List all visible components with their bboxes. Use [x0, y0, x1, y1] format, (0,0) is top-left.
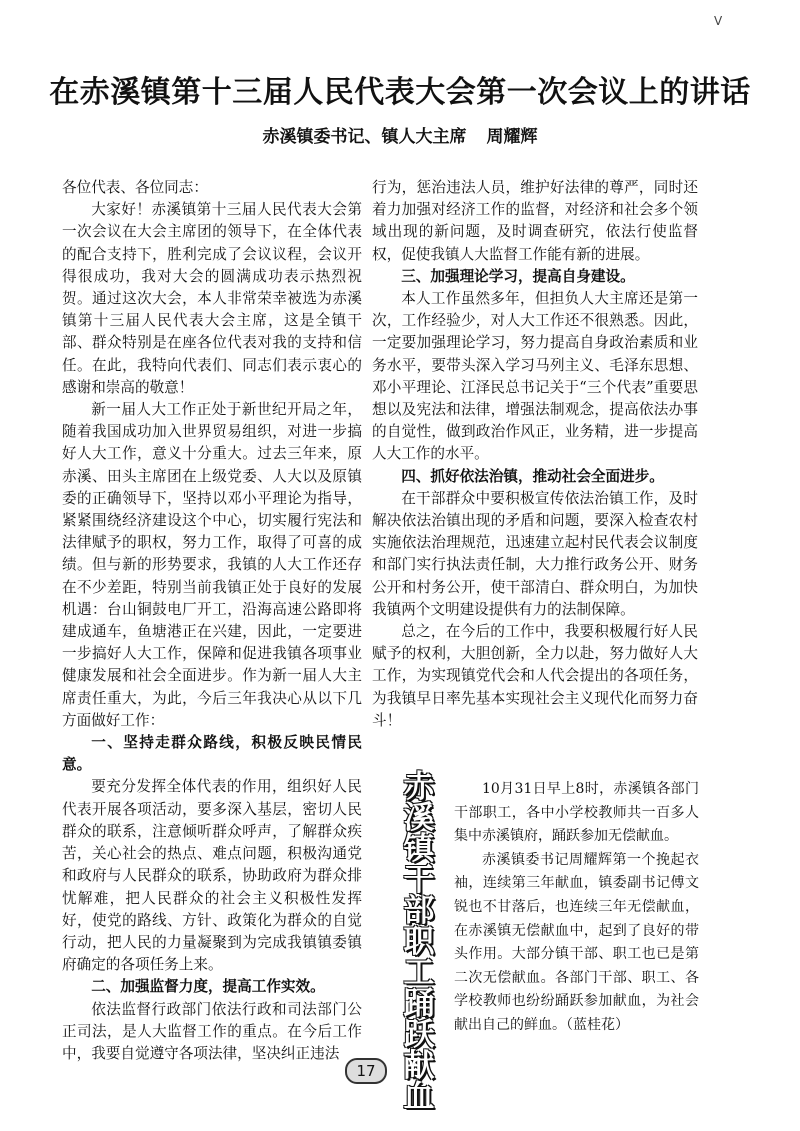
paragraph: 本人工作虽然多年，但担负人大主席还是第一次，工作经验少，对人大工作还不很熟悉。因此，一定要加强理论学习，努力提高自身政治素质和业务水平，要带头深入学习马列主义、毛泽东思想、邓小平理论、江泽民总书记关于“三个代表”重要思想以及宪法和法律，增强法制观念，提高依法办事的自觉性，做到政治作风正，业务精，进一步提高人大工作的水平。	[372, 290, 698, 463]
section-heading: 三、加强理论学习，提高自身建设。	[401, 267, 635, 285]
title-char: 职	[403, 924, 435, 960]
title-char: 工	[403, 955, 435, 991]
paragraph: 在干部群众中要积极宣传依法治镇工作，及时解决依法治镇出现的矛盾和问题，要深入检查农村实施依法治理规范，迅速建立起村民代表会议制度和部门实行执法责任制，大力推行政务公开、财务公开和村务公开，使干部清白、群众明白，为加快我镇两个文明建设提供有力的法制保障。	[372, 489, 698, 618]
paragraph: 要充分发挥全体代表的作用，组织好人民代表开展各项活动，要多深入基层，密切人民群众的联系，注意倾听群众呼声，了解群众疾苦，关心社会的热点、难点问题，积极沟通党和政府与人民群众的联系，协助政府为群众排忧解难，把人民群众的社会主义积极性发挥好，使党的路线、方针、政策化为群众的自觉行动，把人民的力量凝聚到为完成我镇镇委镇府确定的各项任务上来。	[62, 778, 362, 974]
article-title: 在赤溪镇第十三届人民代表大会第一次会议上的讲话	[49, 75, 751, 110]
section-heading: 二、加强监督力度，提高工作实效。	[91, 978, 325, 996]
byline	[0, 124, 800, 150]
title-char: 血	[403, 1079, 435, 1115]
title-char: 部	[403, 893, 435, 929]
corner-mark: V	[714, 14, 723, 28]
title-char: 跃	[403, 1017, 435, 1053]
paragraph: 总之，在今后的工作中，我要积极履行好人民赋予的权利，大胆创新，全力以赴，努力做好人大工作，为实现镇党代会和人代会提出的各项任务，为我镇早日率先基本实现社会主义现代化而努力奋斗！	[372, 623, 698, 729]
paragraph: 新一届人大工作正处于新世纪开局之年，随着我国成功加入世界贸易组织，对进一步搞好人大工作，意义十分重大。过去三年来，原赤溪、田头主席团在上级党委、人大以及原镇委的正确领导下，坚持以邓小平理论为指导，紧紧围绕经济建设这个中心，切实履行宪法和法律赋予的职权，努力工作，取得了可喜的成绩。但与新的形势要求，我镇的人大工作还存在不少差距，特别当前我镇正处于良好的发展机遇：台山铜鼓电厂开工，沿海高速公路即将建成通车，鱼塘港正在兴建，因此，一定要进一步搞好人大工作，保障和促进我镇各项事业健康发展和社会全面进步。作为新一届人大主席责任重大，为此，今后三年我决心从以下几方面做好工作：	[62, 401, 362, 729]
title-char: 镇	[403, 831, 435, 867]
title-char: 溪	[403, 800, 435, 836]
salutation: 各位代表、各位同志：	[62, 179, 208, 196]
title-char: 献	[403, 1048, 435, 1084]
section-heading: 一、坚持走群众路线，积极反映民情民意。	[62, 734, 362, 774]
paragraph-continued: 行为，惩治违法人员，维护好法律的尊严，同时还着力加强对经济工作的监督，对经济和社会多个领域出现的新问题，及时调查研究，依法行使监督权，促使我镇人大监督工作能有新的进展。	[372, 179, 698, 263]
author-role: 赤溪镇委书记、镇人大主席	[262, 127, 467, 147]
news-paragraph: 赤溪镇委书记周耀辉第一个挽起衣袖，连续第三年献血，镇委副书记傅文锐也不甘落后，也连续三年无偿献血，在赤溪镇无偿献血中，起到了良好的带头作用。大部分镇干部、职工也已是第二次无偿献血。各部门干部、职工、各学校教师也纷纷踊跃参加献血，为社会献出自己的鲜血。（蓝桂花）	[454, 851, 699, 1033]
right-column	[372, 177, 698, 732]
title-char: 赤	[403, 769, 435, 805]
author-name: 周耀辉	[486, 127, 538, 147]
section-heading: 四、抓好依法治镇，推动社会全面进步。	[401, 467, 664, 485]
page-number: 17	[345, 1058, 387, 1084]
paragraph: 大家好！赤溪镇第十三届人民代表大会第一次会议在大会主席团的领导下，在全体代表的配合支持下，胜利完成了会议议程，会议开得很成功，我对大会的圆满成功表示热烈祝贺。通过这次大会，本人非常荣幸被选为赤溪镇第十三届人民代表大会主席，这是全镇干部、群众特别是在座各位代表对我的支持和信任。在此，我特向代表们、同志们表示衷心的感谢和崇高的敬意！	[62, 201, 362, 396]
title-char: 干	[403, 862, 435, 898]
paragraph: 依法监督行政部门依法行政和司法部门公正司法，是人大监督工作的重点。在今后工作中，我要自觉遵守各项法律，坚决纠正违法	[62, 1000, 362, 1062]
title-char: 踊	[403, 986, 435, 1022]
news-sidebar-body	[454, 778, 699, 1038]
news-sidebar-title	[398, 769, 440, 1115]
news-paragraph: 10月31日早上8时，赤溪镇各部门干部职工，各中小学校教师共一百多人集中赤溪镇府，踊跃参加无偿献血。	[454, 781, 699, 845]
left-column	[62, 177, 362, 1065]
